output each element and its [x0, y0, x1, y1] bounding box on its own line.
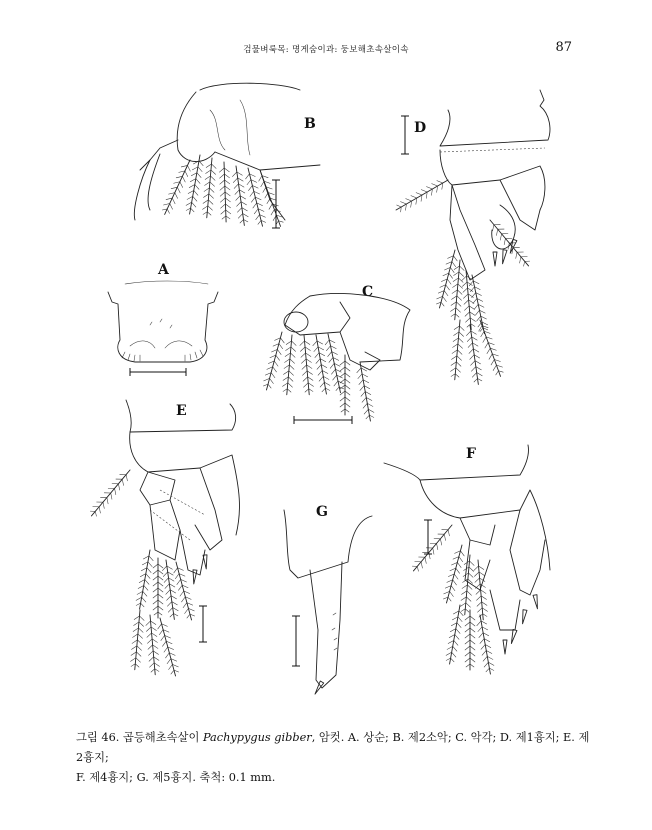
panel-e-label: E	[176, 403, 187, 419]
page-header	[0, 40, 652, 58]
caption-line-2: F. 제4흉지; G. 제5흉지. 축척: 0.1 mm.	[76, 771, 276, 784]
caption-species: Pachypygus gibber	[202, 731, 312, 744]
panel-f-label: F	[466, 446, 476, 462]
page-number: 87	[555, 40, 572, 55]
panel-d-label: D	[414, 120, 427, 136]
caption-line-1	[76, 728, 591, 768]
panel-c-drawing	[262, 284, 410, 424]
panel-d-drawing	[394, 90, 550, 385]
figure-caption	[76, 728, 591, 788]
caption-line1-rest: , 암컷. A. 상순; B. 제2소악; C. 악각; D. 제1흉지; E. 제2흉지;	[76, 731, 590, 764]
panel-f-drawing	[384, 445, 550, 675]
panel-b-label: B	[304, 116, 316, 132]
panel-e-drawing	[88, 400, 240, 677]
panel-a-drawing	[108, 262, 218, 376]
panel-g-label: G	[316, 504, 328, 520]
panel-a-label: A	[158, 262, 169, 278]
running-head: 검물벼룩목: 명게숨이과: 둥보해초속살이속	[243, 45, 409, 55]
panel-c-label: C	[362, 284, 374, 300]
panel-b-drawing	[134, 83, 320, 228]
caption-prefix: 그림 46. 곱등해초속살이	[76, 731, 203, 744]
panel-g-drawing	[284, 504, 372, 695]
figure-plate	[0, 70, 652, 710]
